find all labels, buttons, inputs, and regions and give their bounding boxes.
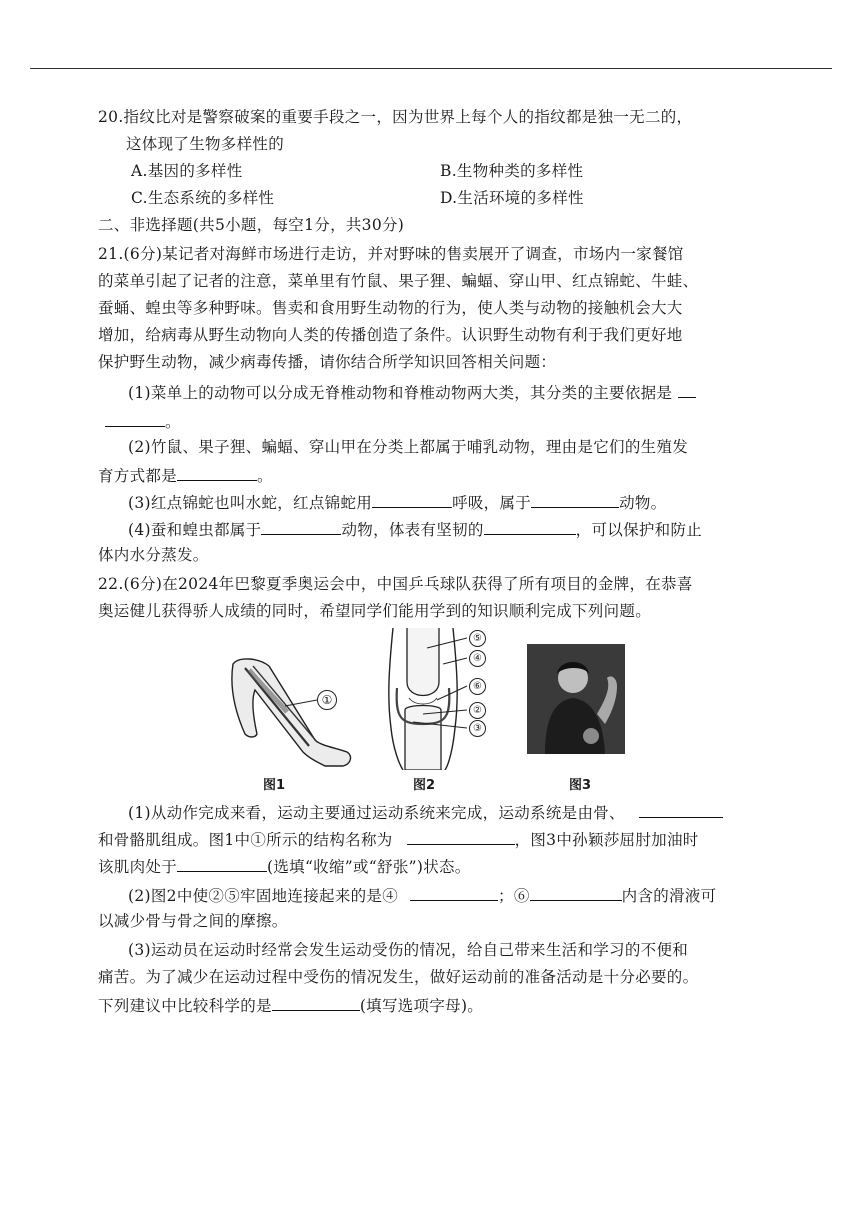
q21-stem-line5: 保护野生动物，减少病毒传播，请你结合所学知识回答相关问题： [98, 353, 557, 371]
answer-blank[interactable] [407, 828, 515, 845]
arm-figure [225, 654, 355, 769]
marker-3: ③ [469, 720, 486, 737]
answer-blank[interactable] [639, 801, 723, 818]
figure-1-caption: 图1 [263, 778, 286, 793]
q22-part1-line1: (1)从动作完成来看，运动主要通过运动系统来完成，运动系统是由骨、 [128, 801, 723, 823]
q21-part4-cont: 体内水分蒸发。 [98, 546, 209, 564]
q21-part1-cont: 。 [105, 410, 181, 432]
q22-part2-line2: 以减少骨与骨之间的摩擦。 [98, 912, 288, 930]
q20-stem-line2: 这体现了生物多样性的 [126, 135, 285, 153]
q21-stem-line3: 蚕蛹、蝗虫等多种野味。售卖和食用野生动物的行为，使人类与动物的接触机会大大 [98, 299, 683, 317]
marker-5: ⑤ [469, 630, 486, 647]
header-rule [30, 68, 832, 69]
q22-part1-line3: 该肌肉处于 (选填“收缩”或“舒张”)状态。 [98, 855, 471, 877]
answer-blank[interactable] [372, 491, 452, 508]
marker-4: ④ [469, 650, 486, 667]
answer-blank[interactable] [177, 464, 257, 481]
answer-blank[interactable] [177, 855, 267, 872]
answer-blank[interactable] [678, 381, 696, 398]
marker-2: ② [469, 702, 486, 719]
q22-stem-line1: 22.(6分)在2024年巴黎夏季奥运会中，中国乒乓球队获得了所有项目的金牌，在恭喜 [98, 575, 693, 593]
q21-part2-line2: 育方式都是 。 [98, 464, 273, 486]
answer-blank[interactable] [272, 994, 360, 1011]
answer-blank[interactable] [105, 410, 165, 427]
figure-3-caption: 图3 [569, 778, 592, 793]
q22-part2-line1: (2)图2中使②⑤牢固地连接起来的是④ ；⑥ 内含的滑液可 [128, 884, 716, 906]
q21-part1: (1)菜单上的动物可以分成无脊椎动物和脊椎动物两大类，其分类的主要依据是 [128, 381, 696, 403]
figure-group [225, 624, 645, 792]
answer-blank[interactable] [410, 884, 498, 901]
q20-option-b: B.生物种类的多样性 [440, 162, 584, 180]
q20-option-d: D.生活环境的多样性 [440, 189, 584, 207]
athlete-photo [527, 644, 625, 754]
q22-part3-line3: 下列建议中比较科学的是 (填写选项字母)。 [98, 994, 483, 1016]
q21-part3: (3)红点锦蛇也叫水蛇，红点锦蛇用 呼吸，属于 动物。 [128, 491, 666, 513]
q21-part4: (4)蚕和蝗虫都属于 动物，体表有坚韧的 ，可以保护和防止 [128, 518, 702, 540]
answer-blank[interactable] [261, 518, 341, 535]
q22-part3-line1: (3)运动员在运动时经常会发生运动受伤的情况，给自己带来生活和学习的不便和 [128, 941, 689, 959]
q20-option-a: A.基因的多样性 [131, 162, 243, 180]
q22-part3-line2: 痛苦。为了减少在运动过程中受伤的情况发生，做好运动前的准备活动是十分必要的。 [98, 968, 699, 986]
q21-stem-line1: 21.(6分)某记者对海鲜市场进行走访，并对野味的售卖展开了调查，市场内一家餐馆 [98, 245, 684, 263]
q22-part1-line2: 和骨骼肌组成。图1中①所示的结构名称为 ，图3中孙颖莎屈肘加油时 [98, 828, 699, 850]
q22-stem-line2: 奥运健儿获得骄人成绩的同时，希望同学们能用学到的知识顺利完成下列问题。 [98, 602, 652, 620]
q21-stem-line4: 增加，给病毒从野生动物向人类的传播创造了条件。认识野生动物有利于我们更好地 [98, 326, 683, 344]
section-heading: 二、非选择题(共5小题，每空1分，共30分) [98, 216, 405, 234]
q20-option-c: C.生态系统的多样性 [131, 189, 275, 207]
marker-1: ① [317, 690, 337, 710]
answer-blank[interactable] [484, 518, 576, 535]
marker-6: ⑥ [469, 678, 486, 695]
answer-blank[interactable] [531, 491, 619, 508]
figure-2-caption: 图2 [413, 778, 436, 793]
answer-blank[interactable] [530, 884, 622, 901]
q21-stem-line2: 的菜单引起了记者的注意，菜单里有竹鼠、果子狸、蝙蝠、穿山甲、红点锦蛇、牛蛙、 [98, 272, 699, 290]
q21-part2-line1: (2)竹鼠、果子狸、蝙蝠、穿山甲在分类上都属于哺乳动物，理由是它们的生殖发 [128, 438, 689, 456]
joint-figure [383, 628, 469, 770]
q20-stem-line1: 20.指纹比对是警察破案的重要手段之一，因为世界上每个人的指纹都是独一无二的， [98, 108, 693, 126]
